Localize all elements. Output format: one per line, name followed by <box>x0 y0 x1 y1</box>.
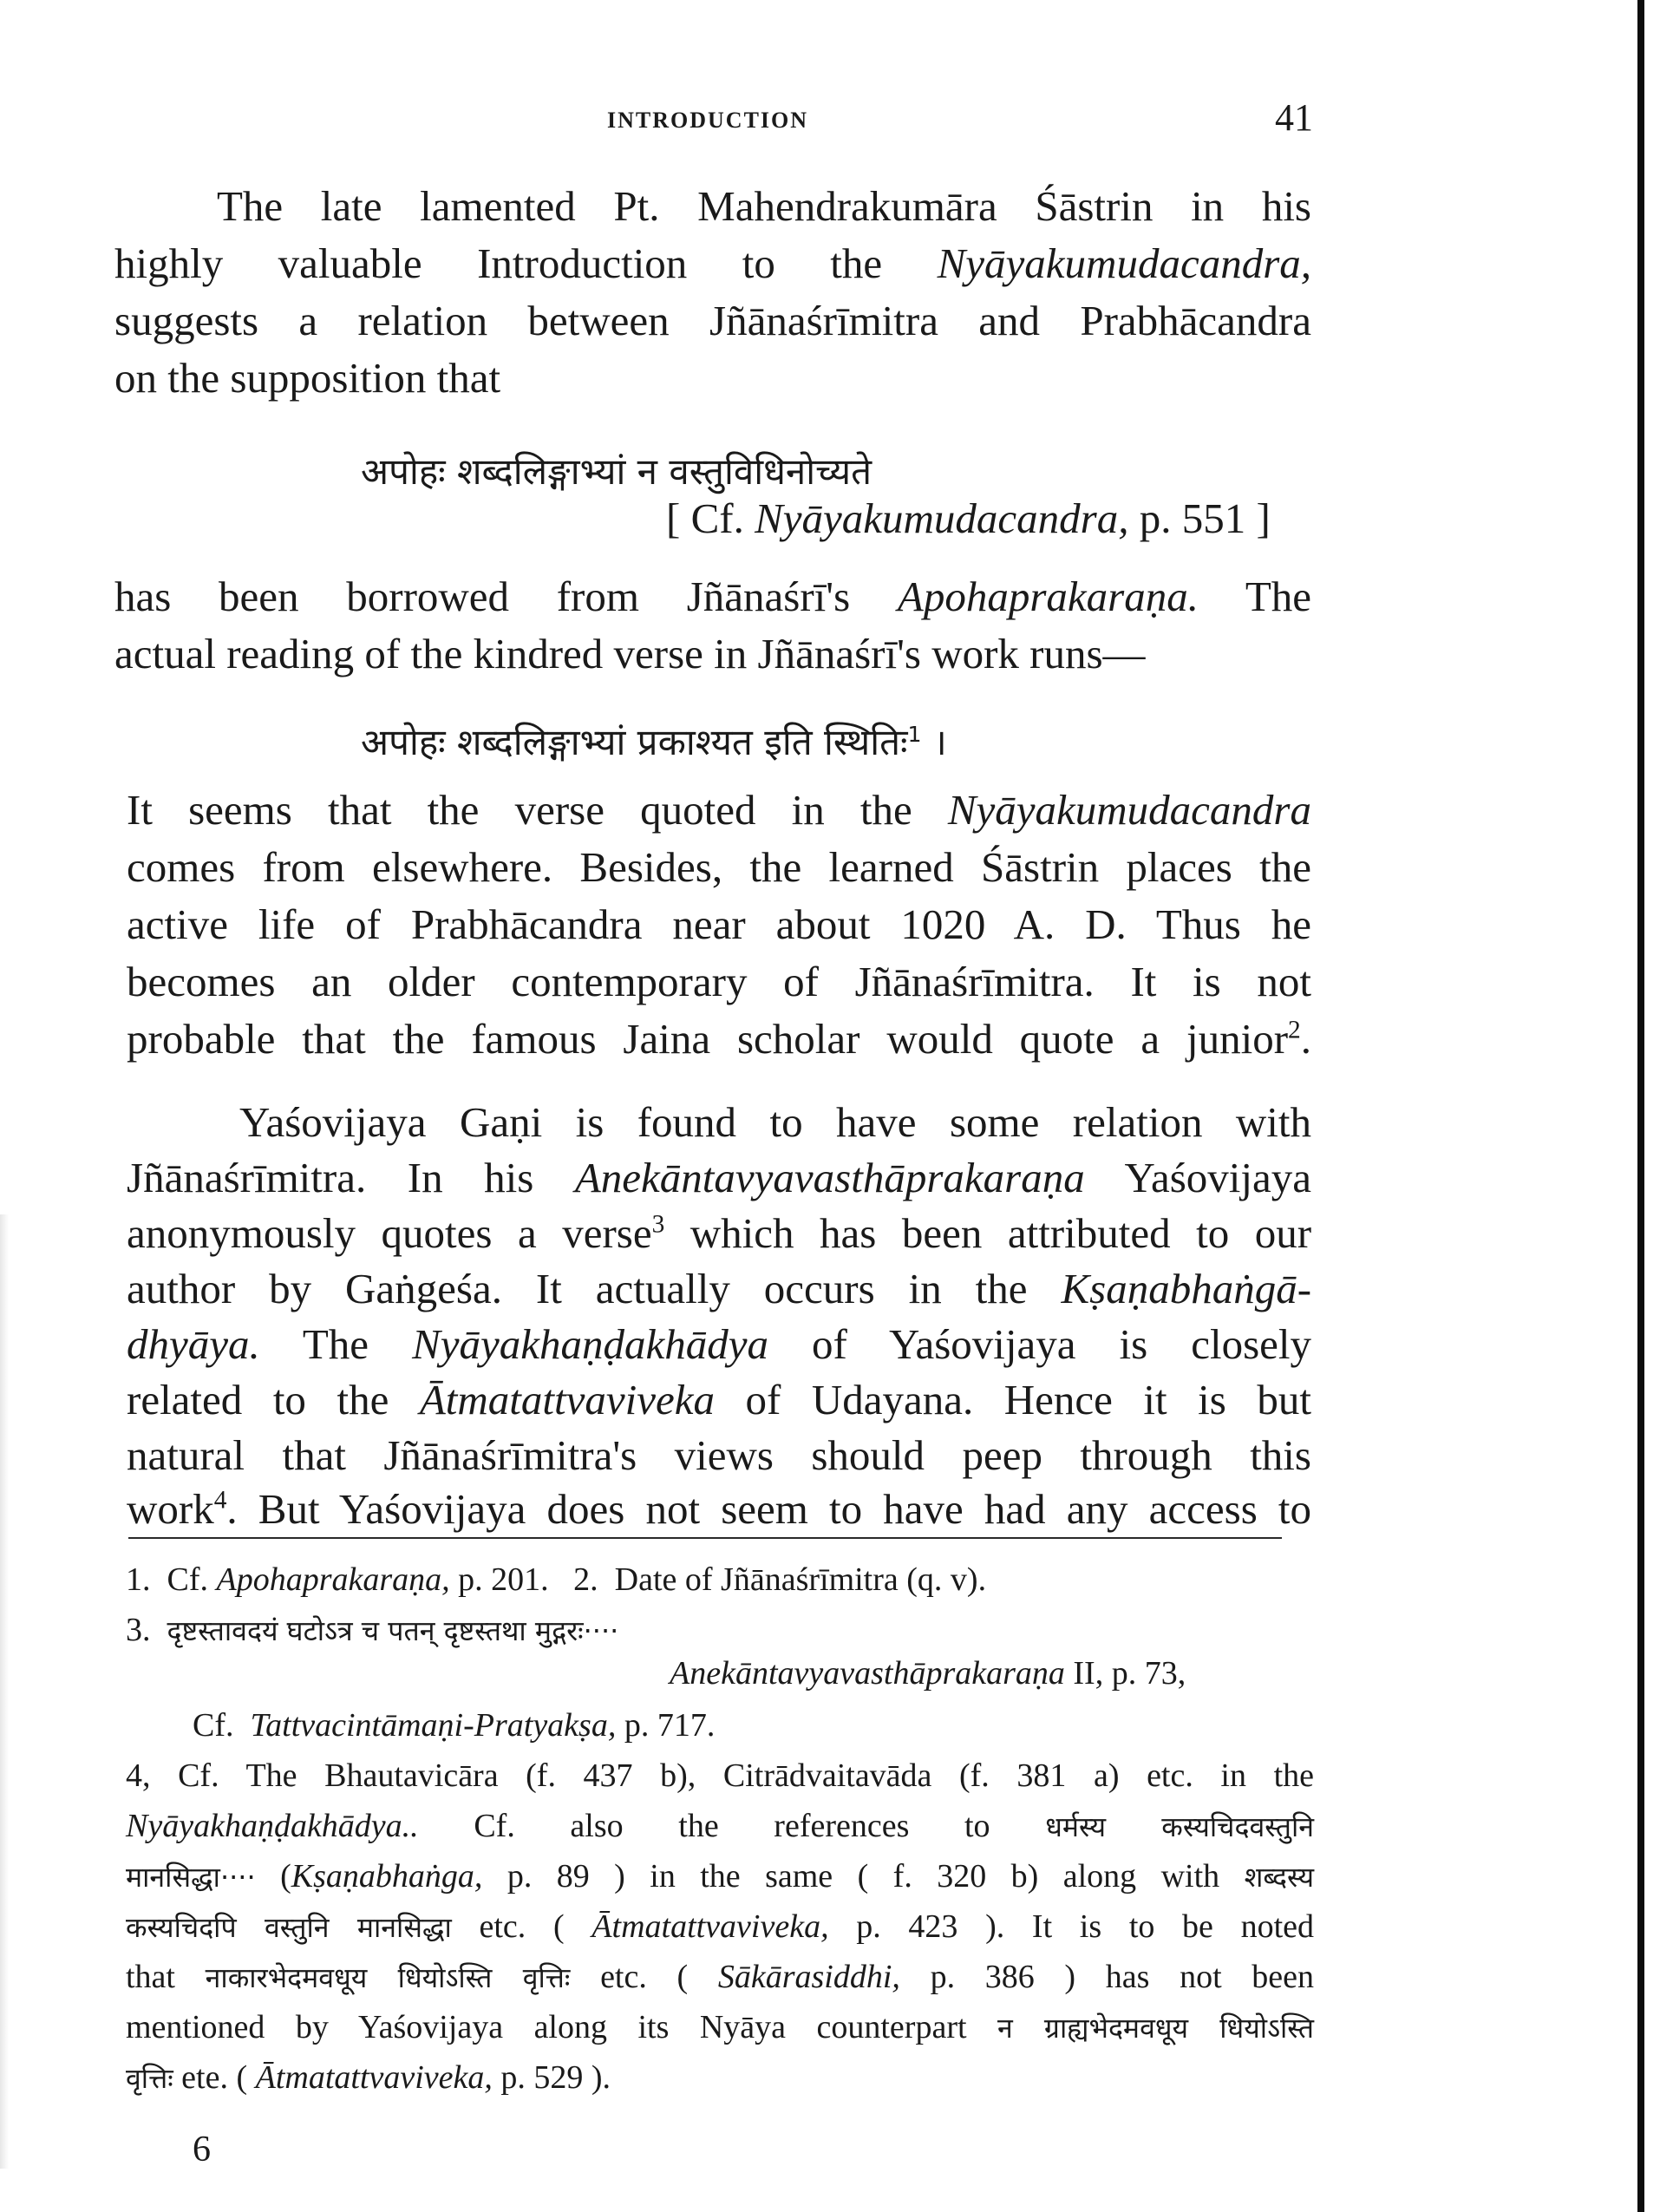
paragraph-1-line-2: highly valuable Introduction to the Nyāyakumudacandra, <box>114 239 1312 287</box>
paragraph-2-line-2: actual reading of the kindred verse in Jñānaśrī's work runs— <box>114 630 1146 677</box>
footnote-4-line-1: 4, Cf. The Bhautavicāra (f. 437 b), Citrādvaitavāda (f. 381 a) etc. in the <box>126 1757 1314 1794</box>
footnote-divider <box>128 1537 1282 1539</box>
paragraph-3-line-3: active life of Prabhācandra near about 1020 A. D. Thus he <box>127 900 1311 948</box>
paragraph-1-line-4: on the supposition that <box>114 354 501 402</box>
paragraph-1-line-1: The late lamented Pt. Mahendrakumāra Śāstrin in his <box>217 182 1311 230</box>
page-edge-border <box>1637 0 1644 2212</box>
paragraph-4-line-1: Yaśovijaya Gaṇi is found to have some relation with <box>239 1098 1311 1146</box>
footnote-4-line-4: कस्यचिदपि वस्तुनि मानसिद्धा etc. ( Ātmatattvaviveka, p. 423 ). It is to be noted <box>126 1908 1315 1945</box>
footnote-1-and-2: 1. Cf. Apohaprakaraṇa, p. 201. 2. Date of Jñānaśrīmitra (q. v). <box>126 1561 987 1598</box>
sanskrit-quote-2: अपोहः शब्दलिङ्गाभ्यां प्रकाश्यत इति स्थितिः$^1$ । <box>361 721 947 763</box>
paragraph-4-line-5: dhyāya. The Nyāyakhaṇḍakhādya of Yaśovijaya is closely <box>127 1320 1311 1368</box>
paragraph-4-line-3: anonymously quotes a verse$^3$ which has been attributed to our <box>127 1209 1312 1257</box>
paragraph-4-line-2: Jñānaśrīmitra. In his Anekāntavyavasthāprakaraṇa Yaśovijaya <box>127 1154 1311 1201</box>
signature-mark: 6 <box>193 2130 211 2169</box>
running-head: INTRODUCTION <box>607 108 809 133</box>
paragraph-4-line-6: related to the Ātmatattvaviveka of Udayana. Hence it is but <box>127 1376 1312 1423</box>
footnote-3: 3. दृष्टस्तावदयं घटोऽत्र च पतन् दृष्टस्तथा मुद्गरः···· <box>126 1612 619 1648</box>
paragraph-2-line-1: has been borrowed from Jñānaśrī's Apohaprakaraṇa. The <box>114 573 1311 620</box>
paragraph-4-line-4: author by Gaṅgeśa. It actually occurs in the Kṣaṇabhaṅgā- <box>127 1265 1312 1312</box>
paragraph-3-line-4: becomes an older contemporary of Jñānaśrīmitra. It is not <box>127 958 1311 1005</box>
sanskrit-quote-1: अपोहः शब्दलिङ्गाभ्यां न वस्तुविधिनोच्यते <box>361 450 872 493</box>
paragraph-3-line-5: probable that the famous Jaina scholar would quote a junior$^2$. <box>127 1015 1311 1063</box>
scan-shadow <box>0 1214 9 2169</box>
paragraph-1-line-3: suggests a relation between Jñānaśrīmitra and Prabhācandra <box>114 297 1311 344</box>
footnote-4-line-6: mentioned by Yaśovijaya along its Nyāya counterpart न ग्राह्यभेदमवधूय धियोऽस्ति <box>126 2009 1314 2045</box>
paragraph-3-line-1: It seems that the verse quoted in the Nyāyakumudacandra <box>127 786 1311 834</box>
footnote-4-line-7: वृत्तिः ete. ( Ātmatattvaviveka, p. 529 ). <box>126 2059 611 2096</box>
quote-1-reference: [ Cf. Nyāyakumudacandra, p. 551 ] <box>666 494 1271 542</box>
footnote-4-line-3: मानसिद्धा···· (Kṣaṇabhaṅga, p. 89 ) in the same ( f. 320 b) along with शब्दस्य <box>126 1858 1315 1895</box>
footnote-3-reference: Anekāntavyavasthāprakaraṇa II, p. 73, <box>670 1655 1186 1692</box>
page-number: 41 <box>1275 96 1313 139</box>
footnote-4-line-5: that नाकारभेदमवधूय धियोऽस्ति वृत्तिः etc. ( Sākārasiddhi, p. 386 ) has not been <box>126 1959 1315 1995</box>
paragraph-4-line-8: work$^4$. But Yaśovijaya does not seem to have had any access to <box>127 1485 1311 1533</box>
paragraph-4-line-7: natural that Jñānaśrīmitra's views should peep through this <box>127 1431 1311 1479</box>
footnote-4-line-2: Nyāyakhaṇḍakhādya.. Cf. also the references to धर्मस्य कस्यचिदवस्तुनि <box>126 1808 1315 1844</box>
paragraph-3-line-2: comes from elsewhere. Besides, the learned Śāstrin places the <box>127 843 1311 891</box>
footnote-3-cf: Cf. Tattvacintāmaṇi-Pratyakṣa, p. 717. <box>193 1707 716 1744</box>
